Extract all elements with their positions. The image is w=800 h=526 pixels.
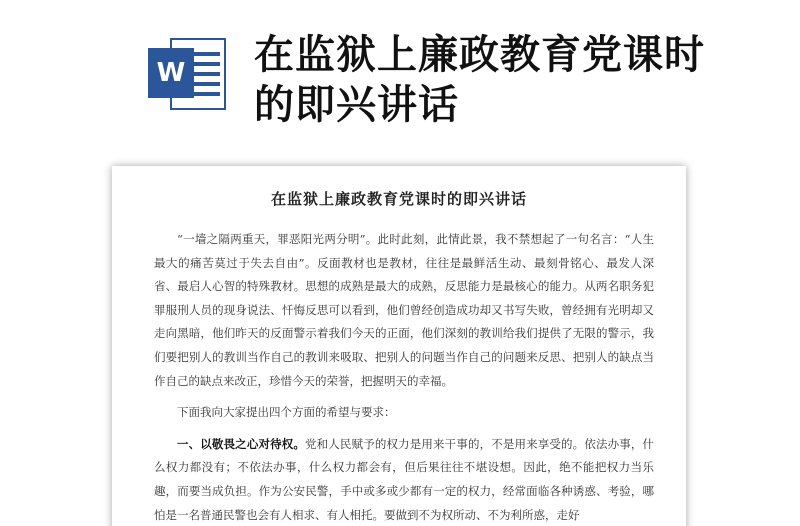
document-page	[112, 166, 686, 526]
document-body	[154, 228, 654, 526]
word-page-line	[194, 92, 220, 96]
header-banner	[0, 0, 800, 150]
paragraph-requirements: 下面我向大家提出四个方面的希望与要求：	[177, 405, 396, 420]
point-1-text: 党和人民赋予的权力是用来干事的，不是用来享受的。依法办事，什么权力都没有；不依法办事，什么权力都会有，但后果往往不堪设想。因此，绝不能把权力当乐趣，而要当成负担。作为公安民警，手中或多或少都有一定的权力，经常面临各种诱惑、考验，哪怕是一名普通民警也会有人相求、有人相托。要做到不为权所动、不为利所惑，走好	[154, 436, 654, 522]
paragraph-point-1	[154, 433, 654, 526]
word-page-line	[194, 82, 220, 86]
point-1-heading: 一、以敬畏之心对待权。	[177, 436, 306, 451]
word-page-line	[194, 62, 220, 66]
paragraph-intro: “一墙之隔两重天，罪恶阳光两分明”。此时此刻，此情此景，我不禁想起了一句名言：“人生最大的痛苦莫过于失去自由”。反面教材也是教材，往往是最鲜活生动、最刻骨铭心、最发人深省、最启人心智的特殊教材。思想的成熟是最大的成熟，反思能力是最核心的能力。从两名职务犯罪服刑人员的现身说法、忏悔反思可以看到，他们曾经创造成功却又书写失败，曾经拥有光明却又走向黑暗，他们昨天的反面警示着我们今天的正面，他们深刻的教训给我们提供了无限的警示，我们要把别人的教训当作自己的教训来吸取、把别人的问题当作自己的问题来反思、把别人的缺点当作自己的缺点来改正，珍惜今天的荣誉，把握明天的幸福。	[154, 232, 654, 388]
word-page-line	[194, 72, 220, 76]
word-badge: W	[148, 48, 194, 98]
word-page-line	[194, 52, 220, 56]
page-title: 在监狱上廉政教育党课时的即兴讲话	[254, 32, 705, 128]
document-title: 在监狱上廉政教育党课时的即兴讲话	[270, 190, 527, 208]
word-document-icon	[148, 34, 230, 114]
